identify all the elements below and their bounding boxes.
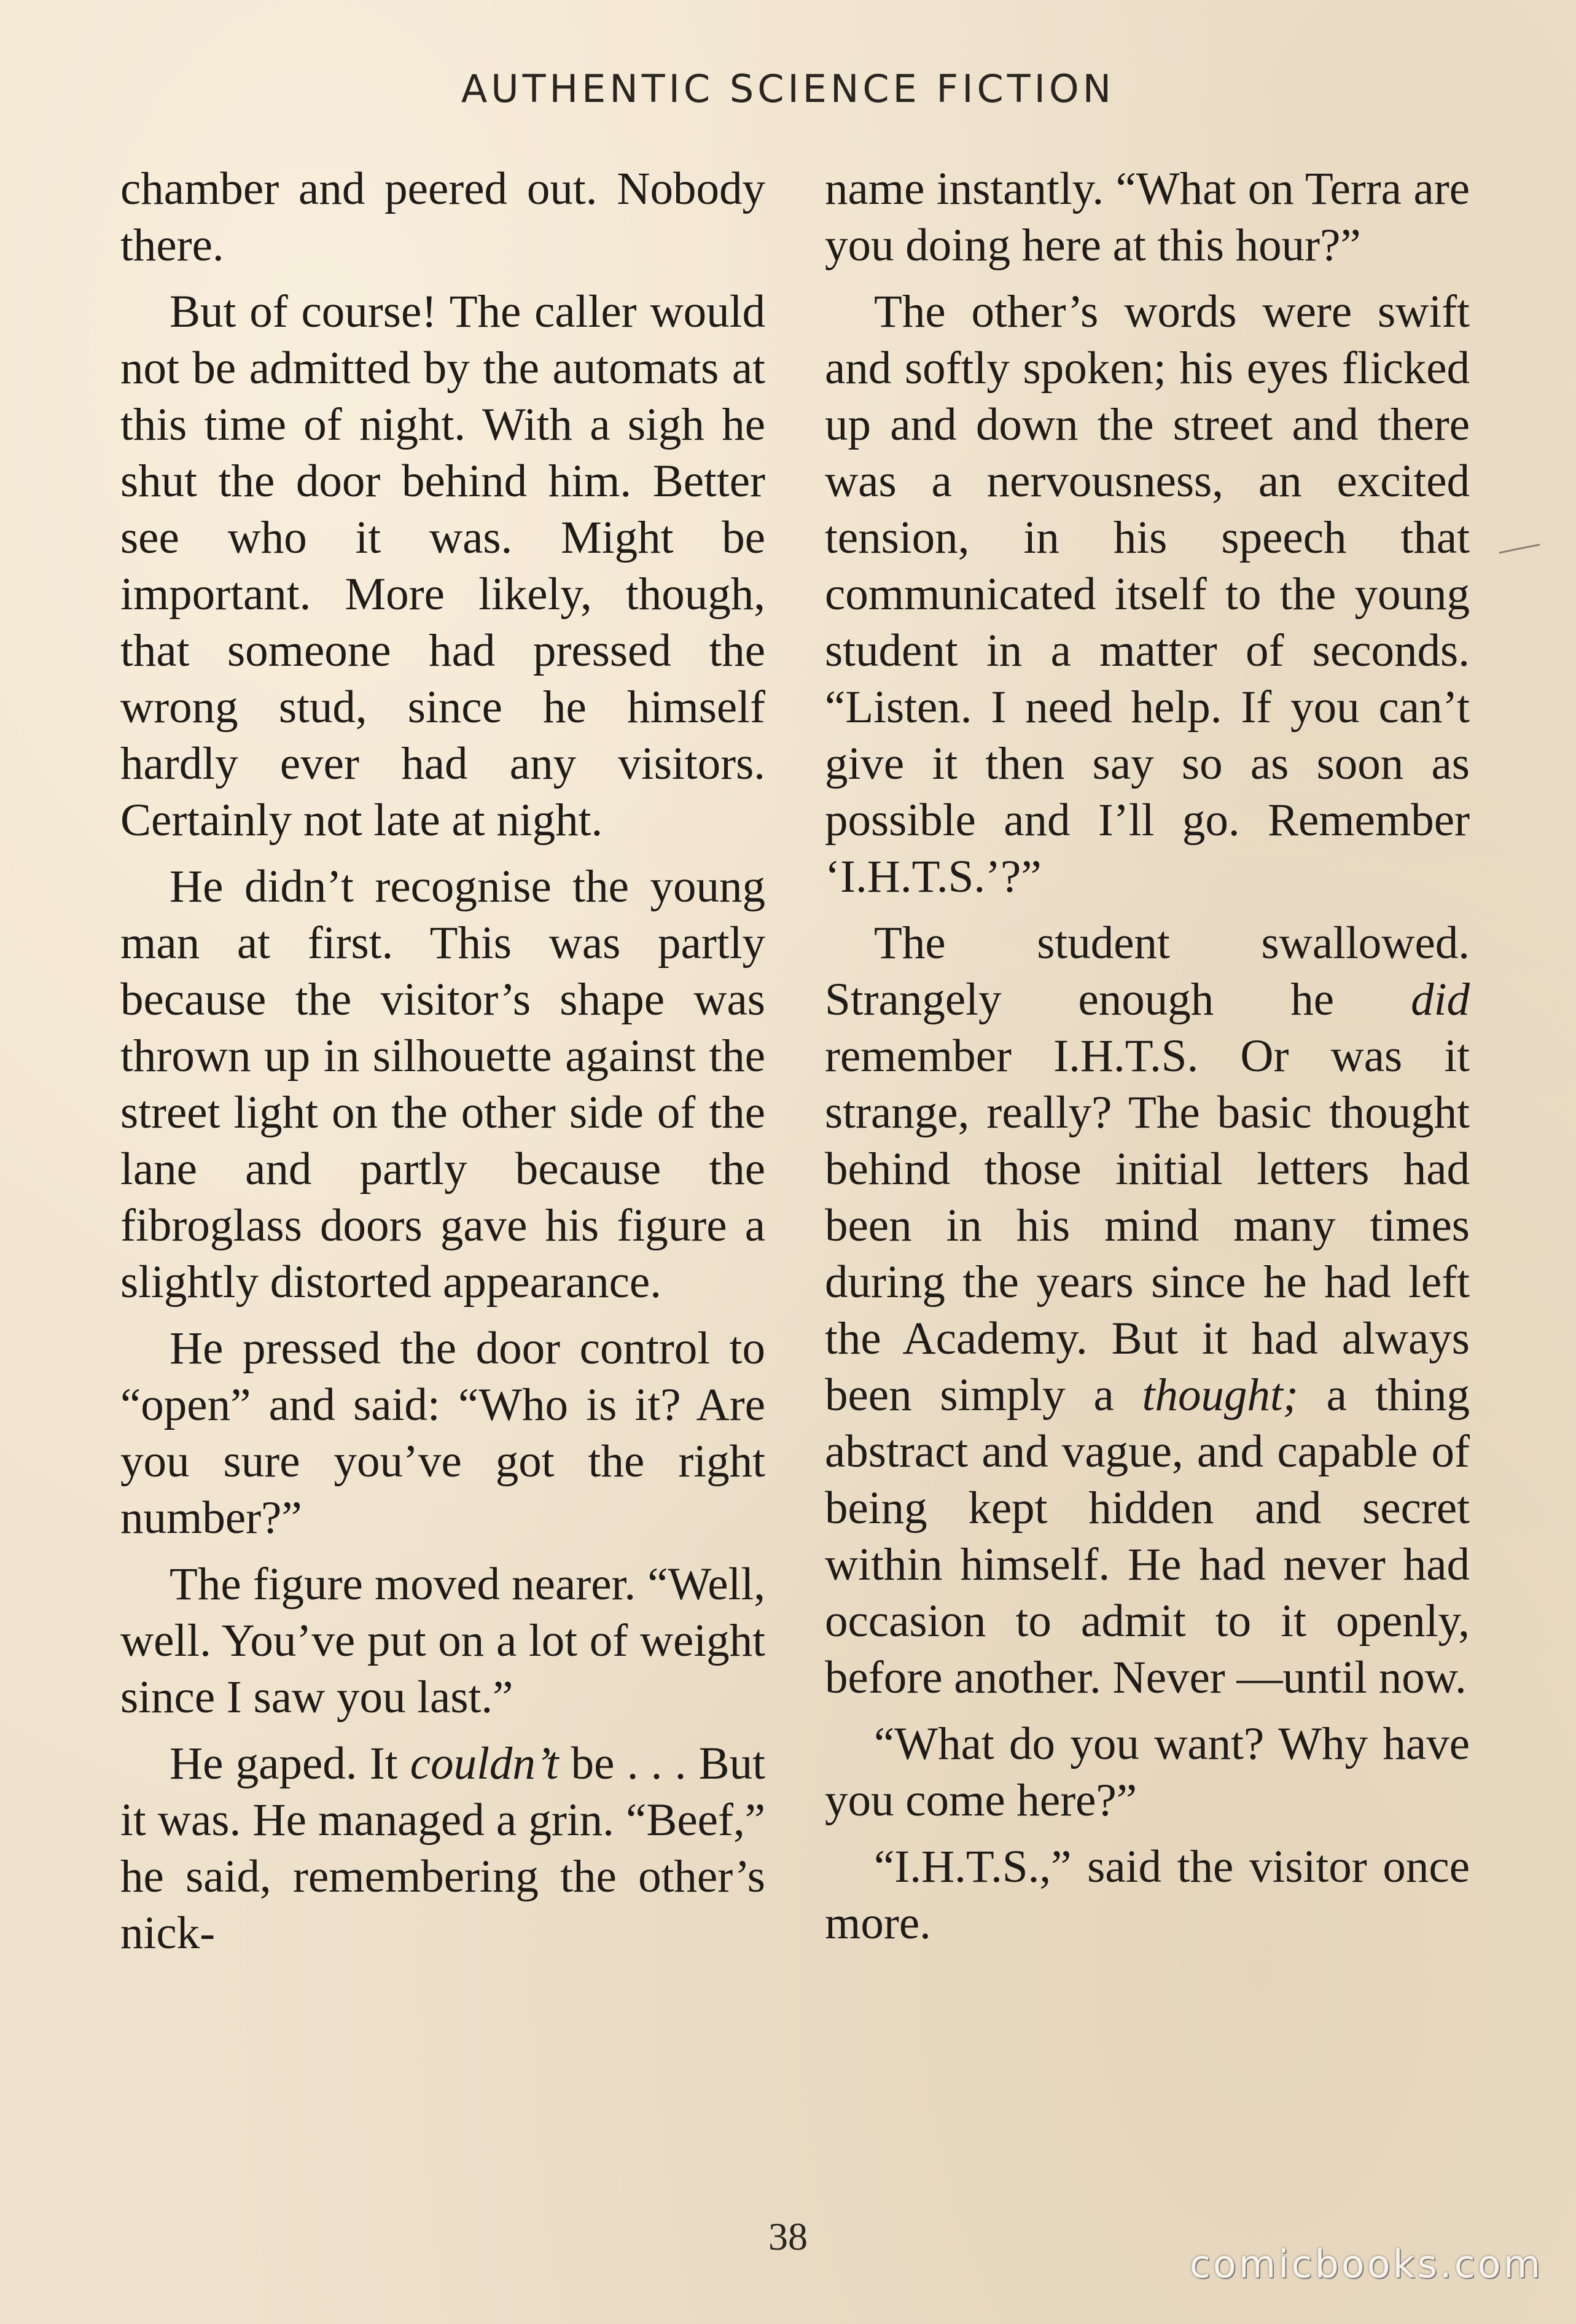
paragraph: The figure moved nearer. “Well, well. You’ve put on a lot of weight since I saw you last.” [120,1559,765,1723]
page-number: 38 [768,2215,808,2258]
right-column [825,161,1470,1962]
watermark: comicbooks.com [1189,2242,1543,2287]
paragraph [825,915,1470,1706]
paragraph: He didn’t recognise the young man at first. This was partly because the visitor’s shape was thrown up in silhouette against the street light on the other side of the lane and partly because the fibroglass doors gave his figure a slightly distorted appearance. [120,861,765,1308]
paragraph: He pressed the door control to “open” and said: “Who is it? Are you sure you’ve got the right number?” [120,1323,765,1543]
text-run: a thing abstract and vague, and capable of being kept hidden and secret within himself. He had never had occasion to admit to it openly, before another. Never —until now. [825,1370,1470,1703]
text-run: remember I.H.T.S. Or was it strange, really? The basic thought behind those initial letters had been in his mind many times during the years since he had left the Academy. But it had always been simply a [825,1031,1470,1421]
text-run: He gaped. It [170,1738,410,1789]
paragraph: chamber and peered out. Nobody there. [120,163,765,271]
pencil-mark-icon [1499,543,1542,555]
paragraph: The other’s words were swift and softly spoken; his eyes flicked up and down the street and there was a nervousness, an excited tension, in his speech that communicated itself to the young student in a matter of seconds. “Listen. I need help. If you can’t give it then say so as soon as possible and I’ll go. Remember ‘I.H.T.S.’?” [825,286,1470,902]
left-column [120,161,765,1971]
text-run: be . . . But it was. He managed a grin. “Beef,” he said, remembering the other’s nick- [120,1738,765,1959]
running-head: AUTHENTIC SCIENCE FICTION [461,66,1115,111]
emphasis: thought; [1142,1370,1298,1421]
emphasis: did [1411,974,1470,1025]
paragraph: “I.H.T.S.,” said the visitor once more. [825,1841,1470,1949]
paragraph [120,1736,765,1962]
paragraph: But of course! The caller would not be admitted by the automats at this time of night. With a sigh he shut the door behind him. Better see who it was. Might be important. More likely, though, that someone had pressed the wrong stud, since he himself hardly ever had any visitors. Certainly not late at night. [120,286,765,846]
text-run: The student swallowed. Strangely enough he [825,918,1470,1025]
paragraph: name instantly. “What on Terra are you doing here at this hour?” [825,163,1470,271]
emphasis: couldn’t [410,1738,559,1789]
paragraph: “What do you want? Why have you come here?” [825,1718,1470,1826]
